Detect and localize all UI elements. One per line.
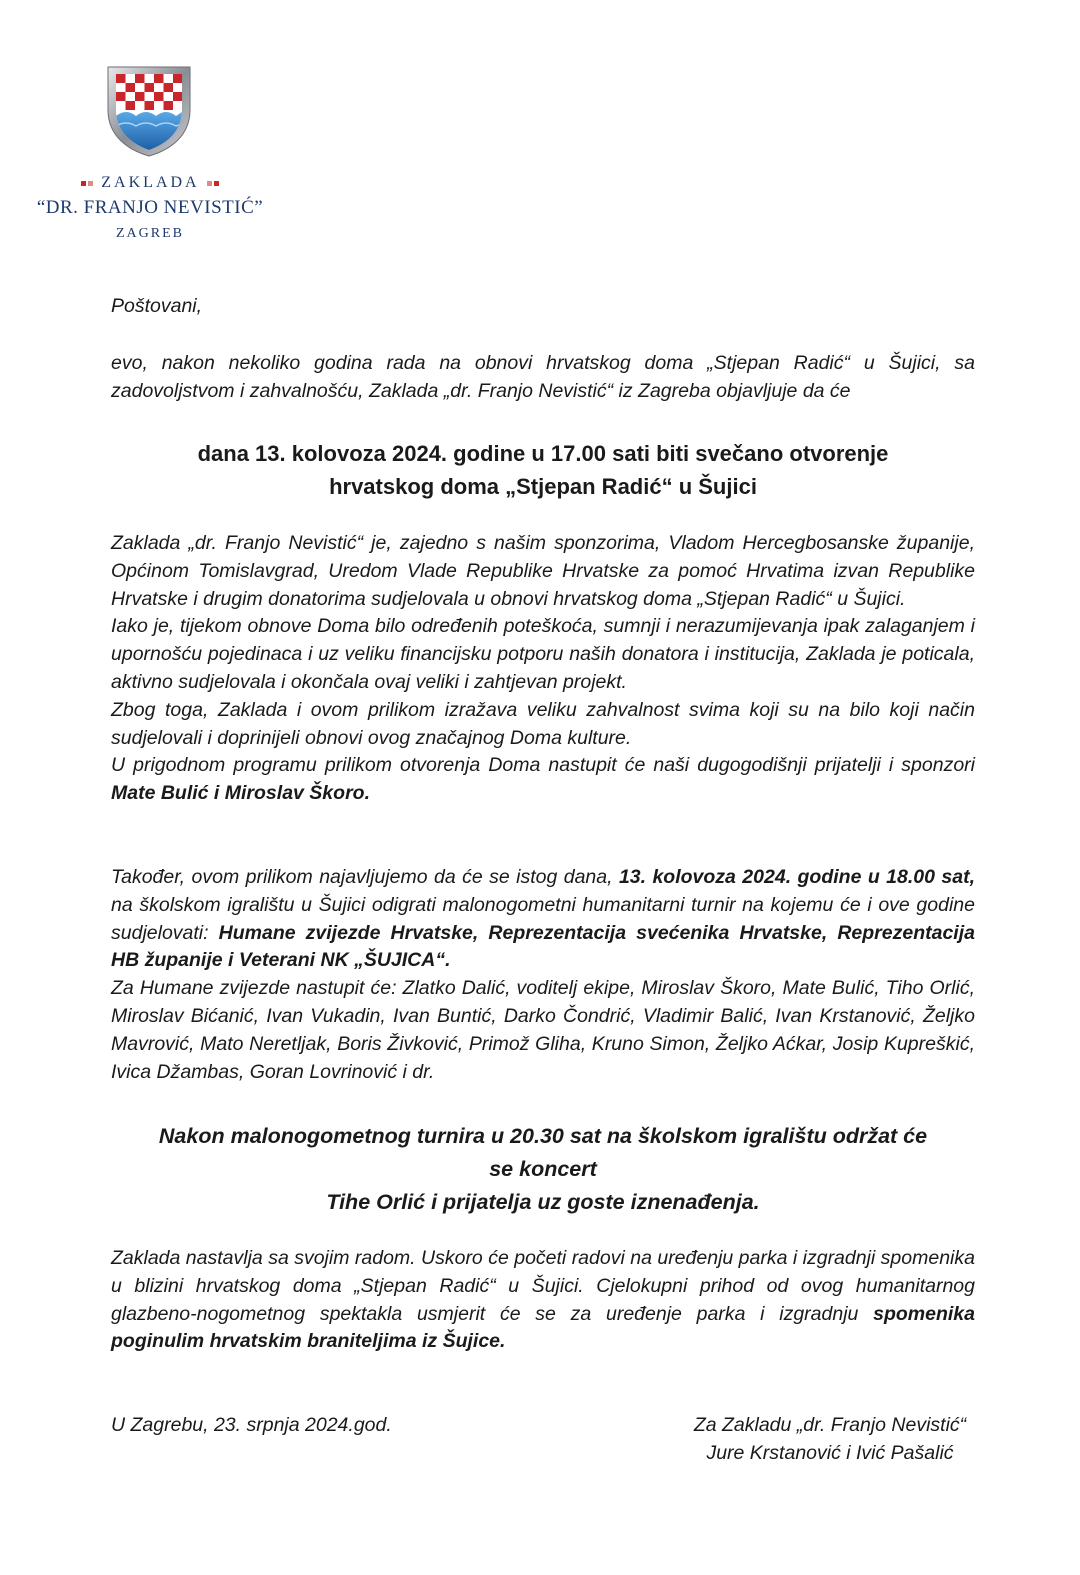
paragraph-monument: [111, 1245, 975, 1356]
opening-announcement: [111, 437, 975, 503]
headline-line-1: dana 13. kolovoza 2024. godine u 17.00 sati biti svečano otvorenje: [197, 441, 889, 466]
closing-text: Zaklada nastavlja sa svojim radom. Uskoro će početi radovi na uređenju parka i izgradnji spomenika u blizini hrvatskog doma „Stjepan Radić“ u Šujici. Cjelokupni prihod od ovog humanitarnog glazbeno-nogometnog spektakla usmjerit će se za uređenje parka i izgradnju: [111, 1247, 975, 1325]
greeting-text: Poštovani,: [111, 295, 203, 317]
paragraph-thanks: Zbog toga, Zaklada i ovom prilikom izražava veliku zahvalnost svima koji su na bilo koji način sudjelovali i doprinijeli obnovi ovog značajnog Doma kulture.: [111, 698, 975, 749]
concert-line-2: se koncert: [489, 1157, 597, 1181]
letter-body-2: [111, 864, 975, 1086]
red-square-decor: [207, 181, 212, 186]
place-and-date: U Zagrebu, 23. srpnja 2024.god.: [111, 1414, 392, 1436]
paragraph-difficulties: Iako je, tijekom obnove Doma bilo određenih poteškoća, sumnji i nerazumijevanja ipak zalaganjem i upornošću pojedinaca i uz veliku financijsku potporu naših donatora i institucija, Zaklada je poticala, aktivno sudjelovala i okončala ovaj veliki i zahtjevan projekt.: [111, 615, 975, 693]
shield-checkerboard-icon: [104, 64, 194, 158]
paragraph-tournament: [111, 864, 975, 975]
concert-line-1: Nakon malonogometnog turnira u 20.30 sat na školskom igralištu održat će: [158, 1124, 928, 1148]
foundation-name: “DR. FRANJO NEVISTIĆ”: [36, 197, 264, 218]
program-text: U prigodnom programu prilikom otvorenja Doma nastupit će naši dugogodišnji prijatelji i sponzori: [111, 754, 975, 777]
foundation-logo: [0, 0, 300, 260]
concert-announcement: [111, 1120, 975, 1219]
signature-line-2: Jure Krstanović i Ivić Pašalić: [706, 1441, 954, 1464]
tournament-date: 13. kolovoza 2024. godine u 18.00 sat,: [618, 866, 975, 888]
paragraph-program: [111, 752, 975, 808]
intro-paragraph: evo, nakon nekoliko godina rada na obnovi hrvatskog doma „Stjepan Radić“ u Šujici, sa zadovoljstvom i zahvalnošću, Zaklada „dr. Franjo Nevistić“ iz Zagreba objavljuje da će: [111, 352, 975, 402]
letter-intro: [111, 350, 975, 406]
red-square-decor: [214, 181, 219, 186]
paragraph-sponsors: Zaklada „dr. Franjo Nevistić“ je, zajedno s našim sponzorima, Vladom Hercegbosanske županije, Općinom Tomislavgrad, Uredom Vlade Republike Hrvatske za pomoć Hrvatima izvan Republike Hrvatske i drugim donatorima sudjelovala u obnovi hrvatskog doma „Stjepan Radić“ u Šujici.: [111, 532, 975, 610]
tournament-text-a: Također, ovom prilikom najavljujemo da će se istog dana,: [111, 866, 619, 888]
tournament-text-b: na školskom igralištu u Šujici odigrati malonogometni humanitarni turnir na kojemu će i ove godine sudjelovati:: [111, 893, 975, 944]
paragraph-players: Za Humane zvijezde nastupit će: Zlatko Dalić, voditelj ekipe, Miroslav Škoro, Mate Bulić, Tiho Orlić, Miroslav Bićanić, Ivan Vukadin, Ivan Buntić, Darko Čondrić, Vladimir Balić, Ivan Krstanović, Željko Mavrović, Mato Neretljak, Boris Živković, Primož Gliha, Kruno Simon, Željko Aćkar, Josip Kupreškić, Ivica Džambas, Goran Lovrinović i dr.: [111, 977, 975, 1083]
signature-line-1: Za Zakladu „dr. Franjo Nevistić“: [693, 1414, 967, 1436]
signature-block: [660, 1412, 1000, 1468]
red-square-decor: [88, 181, 93, 186]
foundation-city: ZAGREB: [116, 226, 184, 241]
letter-greeting: [111, 293, 975, 321]
concert-line-3: Tihe Orlić i prijatelja uz goste iznenađenja.: [326, 1190, 760, 1214]
foundation-label: [0, 174, 300, 192]
headline-line-2: hrvatskog doma „Stjepan Radić“ u Šujici: [329, 474, 757, 499]
program-performers: Mate Bulić i Miroslav Škoro.: [111, 782, 370, 805]
letter-closing: [111, 1245, 975, 1356]
tournament-teams: Humane zvijezde Hrvatske, Reprezentacija svećenika Hrvatske, Reprezentacija HB županije i Veterani NK „ŠUJICA“.: [111, 921, 975, 972]
foundation-label-text: ZAKLADA: [101, 174, 199, 191]
letter-body-1: [111, 530, 975, 808]
closing-monument: spomenika poginulim hrvatskim braniteljima iz Šujice.: [111, 1302, 975, 1353]
red-square-decor: [81, 181, 86, 186]
